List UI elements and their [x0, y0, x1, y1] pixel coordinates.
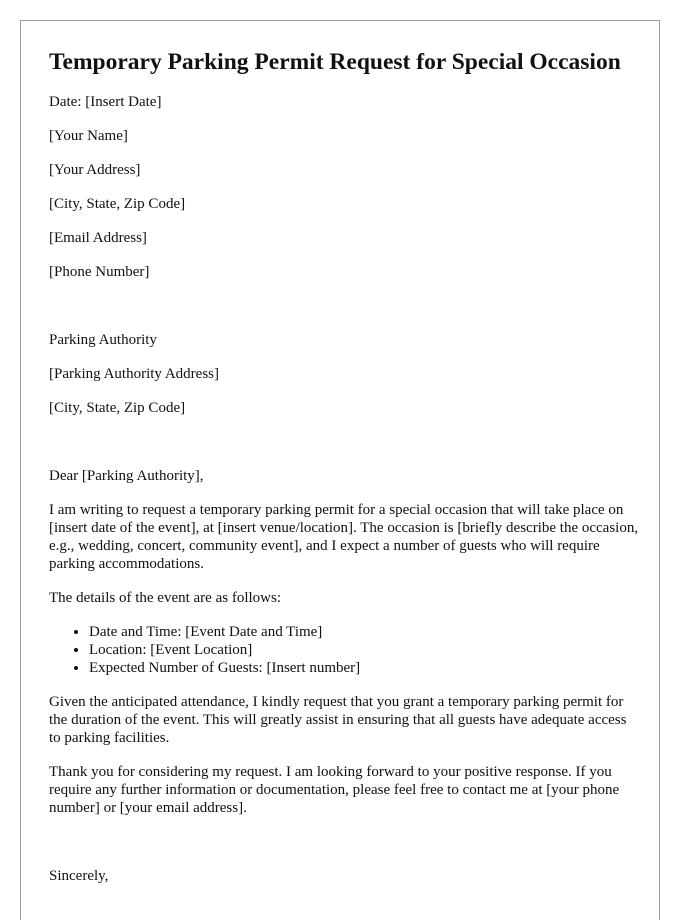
salutation: Dear [Parking Authority],: [49, 468, 204, 484]
recipient-address: [Parking Authority Address]: [49, 366, 219, 382]
list-item: • Location: [Event Location]: [89, 641, 639, 659]
letter-content: [49, 47, 639, 901]
body-paragraph-2: Given the anticipated attendance, I kindly request that you grant a temporary parking permit for the duration of the event. This will greatly assist in ensuring that all guests have adequate access to parking facilities.: [49, 694, 627, 746]
sender-email: [Email Address]: [49, 230, 147, 246]
body-paragraph-3: Thank you for considering my request. I am looking forward to your positive response. If you require any further information or documentation, please feel free to contact me at [your phone number] or [your email address].: [49, 764, 620, 816]
sender-address: [Your Address]: [49, 162, 141, 178]
spacer: [49, 297, 639, 331]
letter-title: Temporary Parking Permit Request for Special Occasion: [49, 49, 621, 75]
letter-page: [20, 20, 660, 920]
sender-city-state-zip: [City, State, Zip Code]: [49, 196, 186, 212]
sender-phone: [Phone Number]: [49, 264, 150, 280]
spacer: [49, 433, 639, 467]
spacer: [49, 833, 639, 867]
date-line: Date: [Insert Date]: [49, 94, 162, 110]
list-item: • Date and Time: [Event Date and Time]: [89, 623, 639, 641]
details-intro: The details of the event are as follows:: [49, 590, 282, 606]
body-paragraph-1: I am writing to request a temporary parking permit for a special occasion that will take place on [insert date of the event], at [insert venue/location]. The occasion is [briefly describe the occasion, e.g., wedding, concert, community event], and I expect a number of guests who will require parking accommodations.: [49, 502, 639, 572]
list-item: • Expected Number of Guests: [Insert number]: [89, 659, 639, 677]
recipient-city-state-zip: [City, State, Zip Code]: [49, 400, 186, 416]
closing: Sincerely,: [49, 868, 109, 884]
sender-name: [Your Name]: [49, 128, 128, 144]
event-details-list: [49, 623, 639, 677]
recipient-name: Parking Authority: [49, 332, 157, 348]
